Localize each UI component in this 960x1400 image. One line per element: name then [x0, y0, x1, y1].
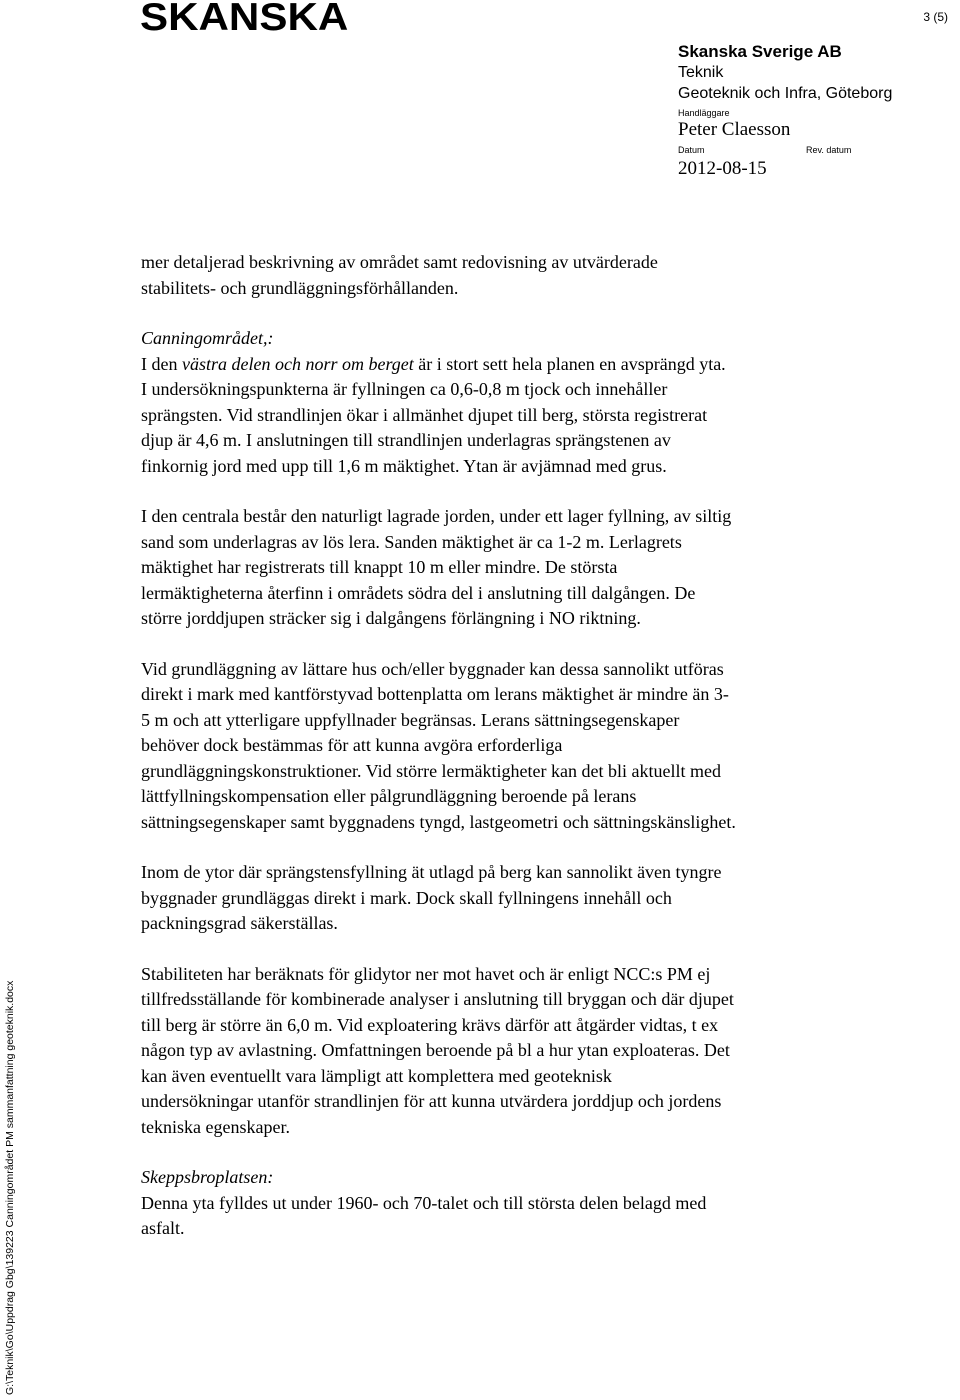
text-line: [141, 352, 861, 378]
italic-text: västra delen och norr om berget: [181, 353, 414, 374]
paragraph-intro: [141, 250, 861, 301]
department-line-1: Teknik: [678, 64, 724, 81]
text-line: byggnader grundläggas direkt i mark. Dock skall fyllningens innehåll och: [141, 887, 672, 908]
date-labels: [678, 144, 892, 156]
paragraph-foundation: [141, 657, 861, 836]
text-line: asfalt.: [141, 1218, 185, 1238]
paragraph-stability: [141, 962, 861, 1141]
text-line: djup är 4,6 m. I anslutningen till strandlinjen underlagras sprängstenen av: [141, 430, 671, 450]
text-line: grundläggningskonstruktioner. Vid större lermäktigheter kan det bli aktuellt med: [141, 760, 721, 781]
paragraph-canning: [141, 326, 861, 479]
text-line: stabilitets- och grundläggningsförhållanden.: [141, 277, 459, 298]
text-run: I den: [141, 353, 182, 374]
handler-label: Handläggare: [678, 108, 730, 118]
text-line: större jorddjupen sträcker sig i dalgångens förlängning i NO riktning.: [141, 608, 641, 628]
text-line: behöver dock bestämmas för att kunna avgöra erforderliga: [141, 735, 563, 755]
text-line: kan även eventuellt vara lämpligt att komplettera med geoteknisk: [141, 1065, 612, 1086]
company-name: Skanska Sverige AB: [678, 42, 842, 61]
section-heading-canning: Canningområdet,:: [141, 328, 274, 348]
text-line: till berg är större än 6,0 m. Vid exploatering krävs därför att åtgärder vidtas, t ex: [141, 1014, 719, 1035]
text-line: I den centrala består den naturligt lagrade jorden, under ett lager fyllning, av siltig: [141, 506, 732, 526]
page-number: 3 (5): [923, 10, 948, 24]
text-line: lättfyllningskompensation eller pålgrundläggning beroende på lerans: [141, 786, 637, 806]
text-line: mer detaljerad beskrivning av området samt redovisning av utvärderade: [141, 252, 658, 272]
department-line-2: Geoteknik och Infra, Göteborg: [678, 85, 893, 102]
text-line: Denna yta fylldes ut under 1960- och 70-talet och till största delen belagd med: [141, 1192, 707, 1213]
document-body: [141, 250, 861, 1267]
text-line: mäktighet har registrerats till knappt 10 m eller mindre. De största: [141, 557, 618, 577]
company-logo: SKANSKA: [140, 0, 349, 39]
text-run: är i stort sett hela planen en avsprängd yta.: [413, 353, 726, 374]
file-path-footer: G:\Teknik\Go\Uppdrag Gbg\139223 Canningområdet PM sammanfattning geoteknik.docx: [4, 980, 16, 1395]
text-line: direkt i mark med kantförstyvad bottenplatta om lerans mäktighet är mindre än 3-: [141, 684, 729, 704]
section-heading-skeppsbroplatsen: Skeppsbroplatsen:: [141, 1167, 274, 1187]
paragraph-skeppsbroplatsen: [141, 1165, 861, 1242]
text-line: Inom de ytor där sprängstensfyllning ät utlagd på berg kan sannolikt även tyngre: [141, 862, 722, 882]
paragraph-central: [141, 504, 861, 632]
text-line: I undersökningspunkterna är fyllningen ca 0,6-0,8 m tjock och innehåller: [141, 379, 668, 399]
date-label: Datum: [678, 145, 705, 155]
text-line: undersökningar utanför strandlinjen för att kunna utvärdera jorddjup och jordens: [141, 1091, 722, 1111]
rev-date-label: Rev. datum: [806, 145, 852, 155]
text-line: sprängsten. Vid strandlinjen ökar i allmänhet djupet till berg, största registrerat: [141, 404, 708, 425]
text-line: Stabiliteten har beräknats för glidytor ner mot havet och är enligt NCC:s PM ej: [141, 963, 711, 984]
document-date: 2012-08-15: [678, 158, 767, 179]
text-line: sand som underlagras av lös lera. Sanden mäktighet är ca 1-2 m. Lerlagrets: [141, 531, 682, 552]
handler-name: Peter Claesson: [678, 119, 791, 140]
text-line: packningsgrad säkerställas.: [141, 913, 338, 933]
text-line: finkornig jord med upp till 1,6 m mäktighet. Ytan är avjämnad med grus.: [141, 455, 667, 476]
document-header: [678, 42, 892, 181]
paragraph-blasted-rock: [141, 860, 861, 937]
text-line: tekniska egenskaper.: [141, 1116, 290, 1137]
text-line: 5 m och att ytterligare uppfyllnader begränsas. Lerans sättningsegenskaper: [141, 709, 680, 730]
text-line: någon typ av avlastning. Omfattningen beroende på bl a hur ytan exploateras. Det: [141, 1040, 730, 1060]
text-line: Vid grundläggning av lättare hus och/eller byggnader kan dessa sannolikt utföras: [141, 658, 724, 679]
text-line: sättningsegenskaper samt byggnadens tyngd, lastgeometri och sättningskänslighet.: [141, 811, 736, 832]
text-line: tillfredsställande för kombinerade analyser i anslutning till bryggan och där djupet: [141, 989, 734, 1009]
text-line: lermäktigheterna återfinn i områdets södra del i anslutning till dalgången. De: [141, 582, 696, 603]
